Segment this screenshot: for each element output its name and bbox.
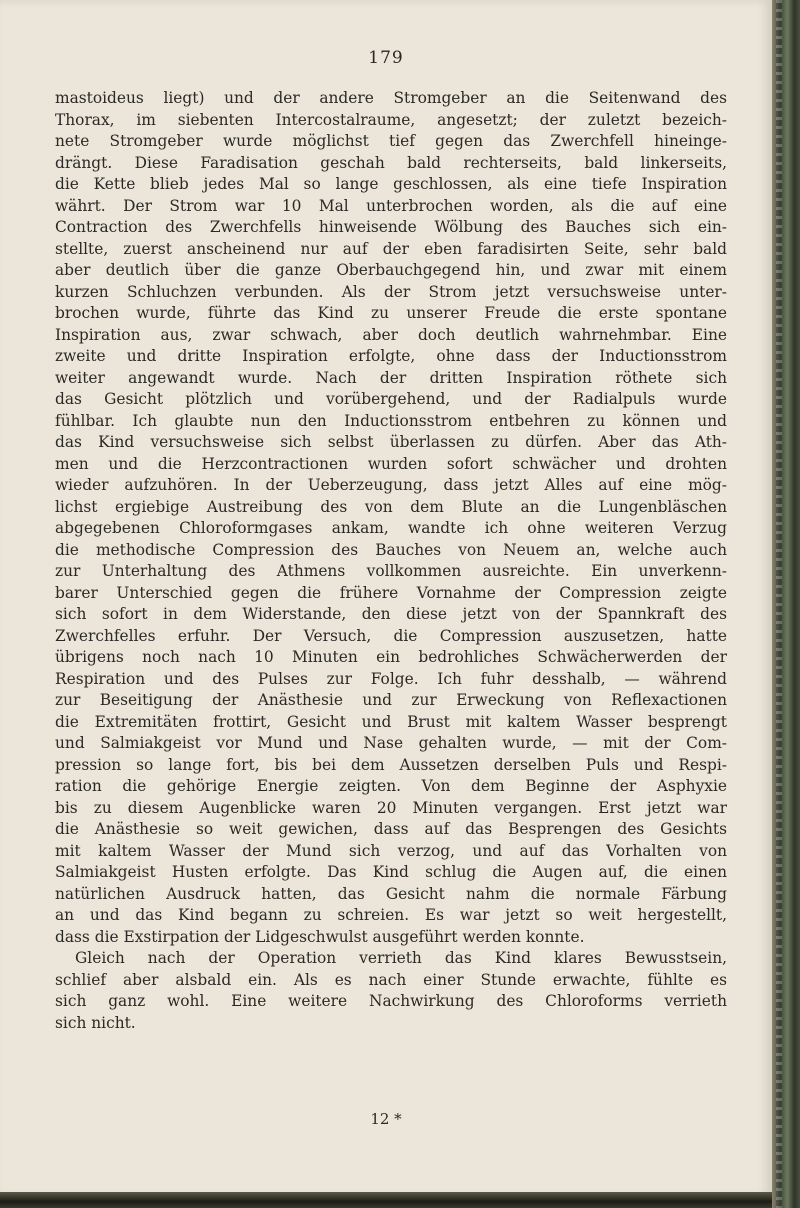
- text-line: sich ganz wohl. Eine weitere Nachwirkung des Chloroforms verrieth: [55, 992, 727, 1010]
- text-line: Inspiration aus, zwar schwach, aber doch deutlich wahrnehmbar. Eine: [55, 325, 727, 344]
- text-line: Contraction des Zwerchfells hinweisende Wölbung des Bauches sich ein-: [55, 218, 727, 236]
- body-text: [55, 88, 727, 1034]
- text-line: dass die Exstirpation der Lidgeschwulst ausgeführt werden konnte.: [55, 927, 585, 946]
- text-line: zur Unterhaltung des Athmens vollkommen ausreichte. Ein unverkenn-: [55, 562, 727, 580]
- text-line: pression so lange fort, bis bei dem Aussetzen derselben Puls und Respi-: [55, 755, 727, 774]
- text-line: schlief aber alsbald ein. Als es nach einer Stunde erwachte, fühlte es: [55, 970, 727, 989]
- text-line: übrigens noch nach 10 Minuten ein bedrohliches Schwächerwerden der: [55, 648, 727, 666]
- text-line: wieder aufzuhören. In der Ueberzeugung, dass jetzt Alles auf eine mög-: [55, 476, 727, 494]
- page-number: 179: [368, 48, 404, 68]
- text-line: zweite und dritte Inspiration erfolgte, ohne dass der Inductionsstrom: [55, 347, 727, 365]
- text-line: natürlichen Ausdruck hatten, das Gesicht nahm die normale Färbung: [55, 884, 727, 903]
- text-line: kurzen Schluchzen verbunden. Als der Strom jetzt versuchsweise unter-: [55, 282, 727, 301]
- text-line: mit kaltem Wasser der Mund sich verzog, und auf das Vorhalten von: [55, 841, 727, 860]
- text-line: das Kind versuchsweise sich selbst überlassen zu dürfen. Aber das Ath-: [55, 433, 727, 451]
- text-line: die methodische Compression des Bauches von Neuem an, welche auch: [55, 540, 727, 559]
- text-line: Gleich nach der Operation verrieth das Kind klares Bewusstsein,: [75, 949, 727, 967]
- text-line: barer Unterschied gegen die frühere Vornahme der Compression zeigte: [55, 583, 727, 602]
- text-line: lichst ergiebige Austreibung des von dem Blute an die Lungenbläschen: [55, 497, 727, 516]
- signature-mark: 12 *: [370, 1110, 402, 1128]
- text-line: die Extremitäten frottirt, Gesicht und Brust mit kaltem Wasser besprengt: [55, 712, 727, 731]
- book-binding-edge: [772, 0, 800, 1208]
- text-line: die Anästhesie so weit gewichen, dass auf das Besprengen des Gesichts: [55, 820, 727, 838]
- text-line: die Kette blieb jedes Mal so lange geschlossen, als eine tiefe Inspiration: [55, 175, 727, 193]
- text-line: abgegebenen Chloroformgases ankam, wandte ich ohne weiteren Verzug: [55, 519, 727, 537]
- text-line: men und die Herzcontractionen wurden sofort schwächer und drohten: [55, 454, 727, 473]
- text-line: ration die gehörige Energie zeigten. Von dem Beginne der Asphyxie: [55, 777, 727, 795]
- text-line: weiter angewandt wurde. Nach der dritten Inspiration röthete sich: [55, 368, 727, 387]
- text-line: mastoideus liegt) und der andere Stromgeber an die Seitenwand des: [55, 89, 727, 107]
- text-line: Zwerchfelles erfuhr. Der Versuch, die Compression auszusetzen, hatte: [55, 626, 727, 645]
- text-line: das Gesicht plötzlich und vorübergehend, und der Radialpuls wurde: [55, 390, 727, 408]
- text-line: zur Beseitigung der Anästhesie und zur Erweckung von Reflexactionen: [55, 691, 727, 709]
- text-line: sich nicht.: [55, 1013, 136, 1032]
- text-line: an und das Kind begann zu schreien. Es war jetzt so weit hergestellt,: [55, 906, 727, 924]
- text-line: und Salmiakgeist vor Mund und Nase gehalten wurde, — mit der Com-: [55, 734, 727, 752]
- text-line: aber deutlich über die ganze Oberbauchgegend hin, und zwar mit einem: [55, 261, 727, 279]
- text-line: fühlbar. Ich glaubte nun den Inductionsstrom entbehren zu können und: [55, 411, 727, 430]
- text-line: Thorax, im siebenten Intercostalraume, angesetzt; der zuletzt bezeich-: [55, 110, 727, 129]
- text-line: Salmiakgeist Husten erfolgte. Das Kind schlug die Augen auf, die einen: [55, 863, 727, 881]
- text-line: drängt. Diese Faradisation geschah bald rechterseits, bald linkerseits,: [55, 153, 727, 172]
- text-line: Respiration und des Pulses zur Folge. Ich fuhr desshalb, — während: [55, 669, 727, 688]
- text-line: währt. Der Strom war 10 Mal unterbrochen worden, als die auf eine: [55, 196, 727, 215]
- text-line: bis zu diesem Augenblicke waren 20 Minuten vergangen. Erst jetzt war: [55, 798, 727, 817]
- text-line: sich sofort in dem Widerstande, den diese jetzt von der Spannkraft des: [55, 605, 727, 623]
- text-line: stellte, zuerst anscheinend nur auf der eben faradisirten Seite, sehr bald: [55, 239, 727, 258]
- page-bottom-edge: [0, 1192, 772, 1208]
- text-line: nete Stromgeber wurde möglichst tief gegen das Zwerchfell hineinge-: [55, 132, 727, 150]
- text-line: brochen wurde, führte das Kind zu unserer Freude die erste spontane: [55, 304, 727, 322]
